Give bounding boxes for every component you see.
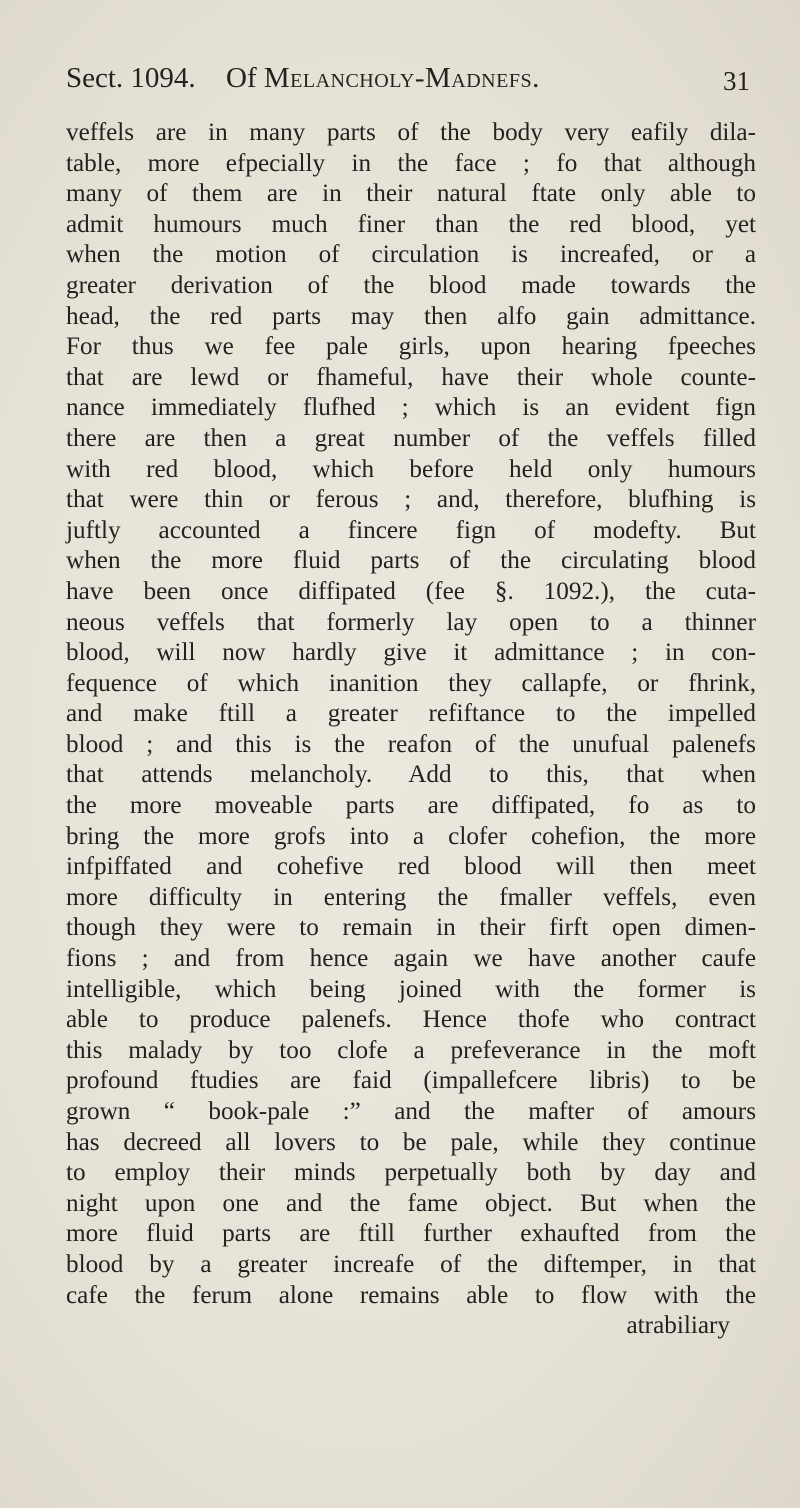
text-line: cafe the ferum alone remains able to flow with the xyxy=(66,1281,756,1309)
section-number: Sect. 1094. xyxy=(66,62,196,94)
text-line: For thus we fee pale girls, upon hearing fpeeches xyxy=(66,333,756,361)
text-line: profound ftudies are faid (impallefcere libris) to be xyxy=(66,1067,756,1095)
text-line: veffels are in many parts of the body very eafily dila- xyxy=(66,119,756,146)
text-line: the more moveable parts are diffipated, fo as to xyxy=(66,792,756,820)
text-line: table, more efpecially in the face ; fo that although xyxy=(66,149,756,177)
text-line: this malady by too clofe a prefeverance in the moft xyxy=(66,1036,756,1064)
text-line: with red blood, which before held only humours xyxy=(66,455,756,483)
text-line: night upon one and the fame object. But when the xyxy=(66,1189,756,1217)
text-line: fions ; and from hence again we have another caufe xyxy=(66,945,756,973)
body-text xyxy=(66,118,756,1342)
text-line: have been once diffipated (fee §. 1092.), the cuta- xyxy=(66,577,756,605)
text-line: to employ their minds perpetually both by day and xyxy=(66,1159,756,1187)
text-line: blood, will now hardly give it admittance ; in con- xyxy=(66,639,756,667)
text-line: that are lewd or fhameful, have their whole counte- xyxy=(66,363,756,391)
text-line: has decreed all lovers to be pale, while they continue xyxy=(66,1128,756,1156)
text-line: that attends melancholy. Add to this, that when xyxy=(66,761,756,789)
text-line: neous veffels that formerly lay open to a thinner xyxy=(66,608,756,636)
text-line: and make ftill a greater refiftance to the impelled xyxy=(66,700,756,728)
running-title-prefix: Of xyxy=(226,62,257,94)
text-line: when the more fluid parts of the circulating blood xyxy=(66,547,756,575)
text-line: head, the red parts may then alfo gain admittance. xyxy=(66,302,756,330)
text-line: blood ; and this is the reafon of the unufual palenefs xyxy=(66,730,756,758)
running-header xyxy=(66,62,750,106)
text-line: that were thin or ferous ; and, therefore, blufhing is xyxy=(66,486,756,514)
text-line: infpiffated and cohefive red blood will then meet xyxy=(66,853,756,881)
text-line: more difficulty in entering the fmaller veffels, even xyxy=(66,883,756,911)
text-line: fequence of which inanition they callapfe, or fhrink, xyxy=(66,669,756,697)
page-number: 31 xyxy=(723,66,750,96)
text-line: many of them are in their natural ftate only able to xyxy=(66,180,756,208)
text-line: grown “ book-pale :” and the mafter of amours xyxy=(66,1098,756,1125)
text-line: when the motion of circulation is increafed, or a xyxy=(66,241,756,269)
text-line: able to produce palenefs. Hence thofe who contract xyxy=(66,1006,756,1034)
text-line: greater derivation of the blood made towards the xyxy=(66,271,756,299)
text-line: blood by a greater increafe of the diftemper, in that xyxy=(66,1250,756,1278)
catchword: atrabiliary xyxy=(626,1312,730,1340)
running-title-main: Melancholy-Madnefs. xyxy=(263,62,540,94)
text-line: intelligible, which being joined with the former is xyxy=(66,975,756,1003)
text-line: more fluid parts are ftill further exhaufted from the xyxy=(66,1220,756,1248)
text-line: though they were to remain in their firft open dimen- xyxy=(66,914,756,942)
text-line: bring the more grofs into a clofer cohefion, the more xyxy=(66,822,756,850)
running-title xyxy=(226,62,540,95)
text-line: nance immediately flufhed ; which is an evident fign xyxy=(66,394,756,422)
text-line: admit humours much finer than the red blood, yet xyxy=(66,210,756,238)
text-line: juftly accounted a fincere fign of modefty. But xyxy=(66,516,756,544)
text-line: there are then a great number of the veffels filled xyxy=(66,424,756,452)
